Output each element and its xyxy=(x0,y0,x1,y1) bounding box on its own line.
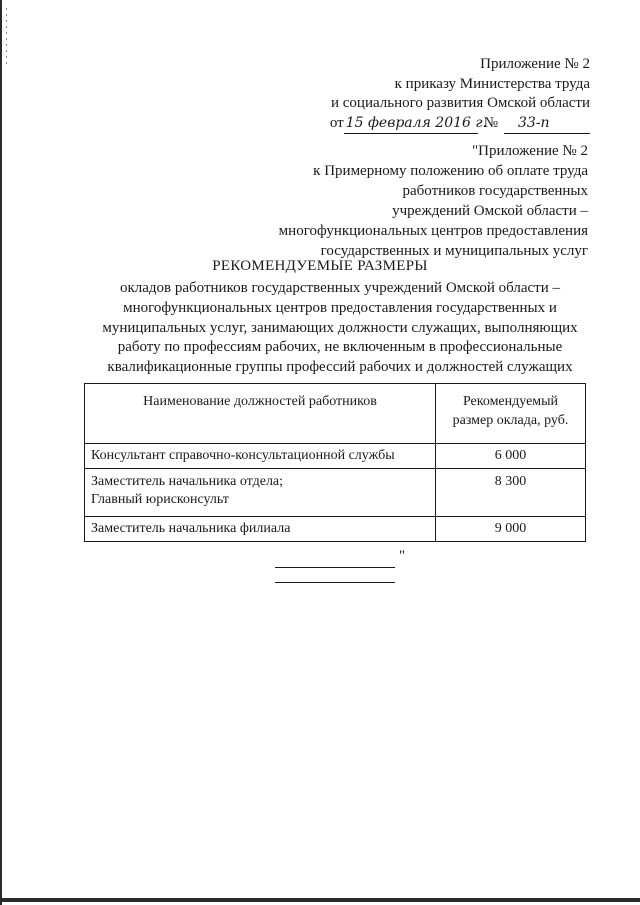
table-row xyxy=(85,517,586,542)
subtitle-line: работу по профессиям рабочих, не включенным в профессиональные xyxy=(117,339,563,356)
previous-appendix-line: к Примерному положению об оплате труда xyxy=(313,163,588,179)
scan-bottom-edge xyxy=(0,898,640,902)
position-name: Заместитель начальника филиала xyxy=(91,521,291,536)
scan-left-edge xyxy=(0,0,2,905)
table-header-row xyxy=(85,384,586,444)
closing-quote: " xyxy=(399,548,406,564)
document-title: РЕКОМЕНДУЕМЫЕ РАЗМЕРЫ xyxy=(212,258,428,274)
previous-appendix-line: "Приложение № 2 xyxy=(472,143,588,159)
salary-value: 9 000 xyxy=(436,517,586,542)
subtitle-line: муниципальных услуг, занимающих должности служащих, выполняющих xyxy=(102,319,578,336)
appendix-line-3: и социального развития Омской области xyxy=(330,95,590,111)
appendix-line-1: Приложение № 2 xyxy=(480,56,590,72)
order-date-handwritten: 15 февраля 2016 г. xyxy=(345,114,487,131)
header-salary xyxy=(436,384,586,444)
appendix-date-number-line xyxy=(290,114,590,135)
position-name: Консультант справочно-консультационной службы xyxy=(91,448,395,463)
position-name-cell xyxy=(85,517,436,542)
closing-rule-1 xyxy=(275,567,395,568)
previous-appendix-reference xyxy=(228,141,588,261)
header-position-name: Наименование должностей работников xyxy=(85,384,436,444)
position-name-cell xyxy=(85,444,436,469)
subtitle-line: окладов работников государственных учреждений Омской области – xyxy=(119,280,561,296)
position-name: Заместитель начальника отдела; xyxy=(91,474,284,489)
position-name-cell xyxy=(85,469,436,517)
previous-appendix-line: работников государственных xyxy=(402,183,588,199)
order-date-field xyxy=(344,114,487,135)
table-row xyxy=(85,469,586,517)
salary-table xyxy=(84,383,586,542)
previous-appendix-line: государственных и муниципальных услуг xyxy=(320,243,588,259)
order-number-handwritten: 33-п xyxy=(518,114,550,131)
date-prefix: от xyxy=(329,114,344,131)
scan-edge-marks xyxy=(6,8,7,68)
salary-value: 8 300 xyxy=(436,469,586,517)
order-number-field xyxy=(504,114,590,135)
appendix-line-2: к приказу Министерства труда xyxy=(394,75,590,92)
appendix-header xyxy=(290,55,590,134)
previous-appendix-line: многофункциональных центров предоставления xyxy=(278,223,588,239)
document-subtitle xyxy=(82,279,598,378)
subtitle-line: квалификационные группы профессий рабочих и должностей служащих xyxy=(107,359,573,376)
position-name: Главный юрисконсульт xyxy=(91,492,229,507)
table-row xyxy=(85,444,586,469)
number-sign: № xyxy=(483,114,498,131)
header-salary-line-2: размер оклада, руб. xyxy=(452,413,569,428)
header-salary-line-1: Рекомендуемый xyxy=(462,394,559,409)
subtitle-line: многофункциональных центров предоставления государственных и xyxy=(123,299,557,316)
salary-value: 6 000 xyxy=(436,444,586,469)
closing-rule-2 xyxy=(275,582,395,583)
previous-appendix-line: учреждений Омской области – xyxy=(392,203,588,219)
